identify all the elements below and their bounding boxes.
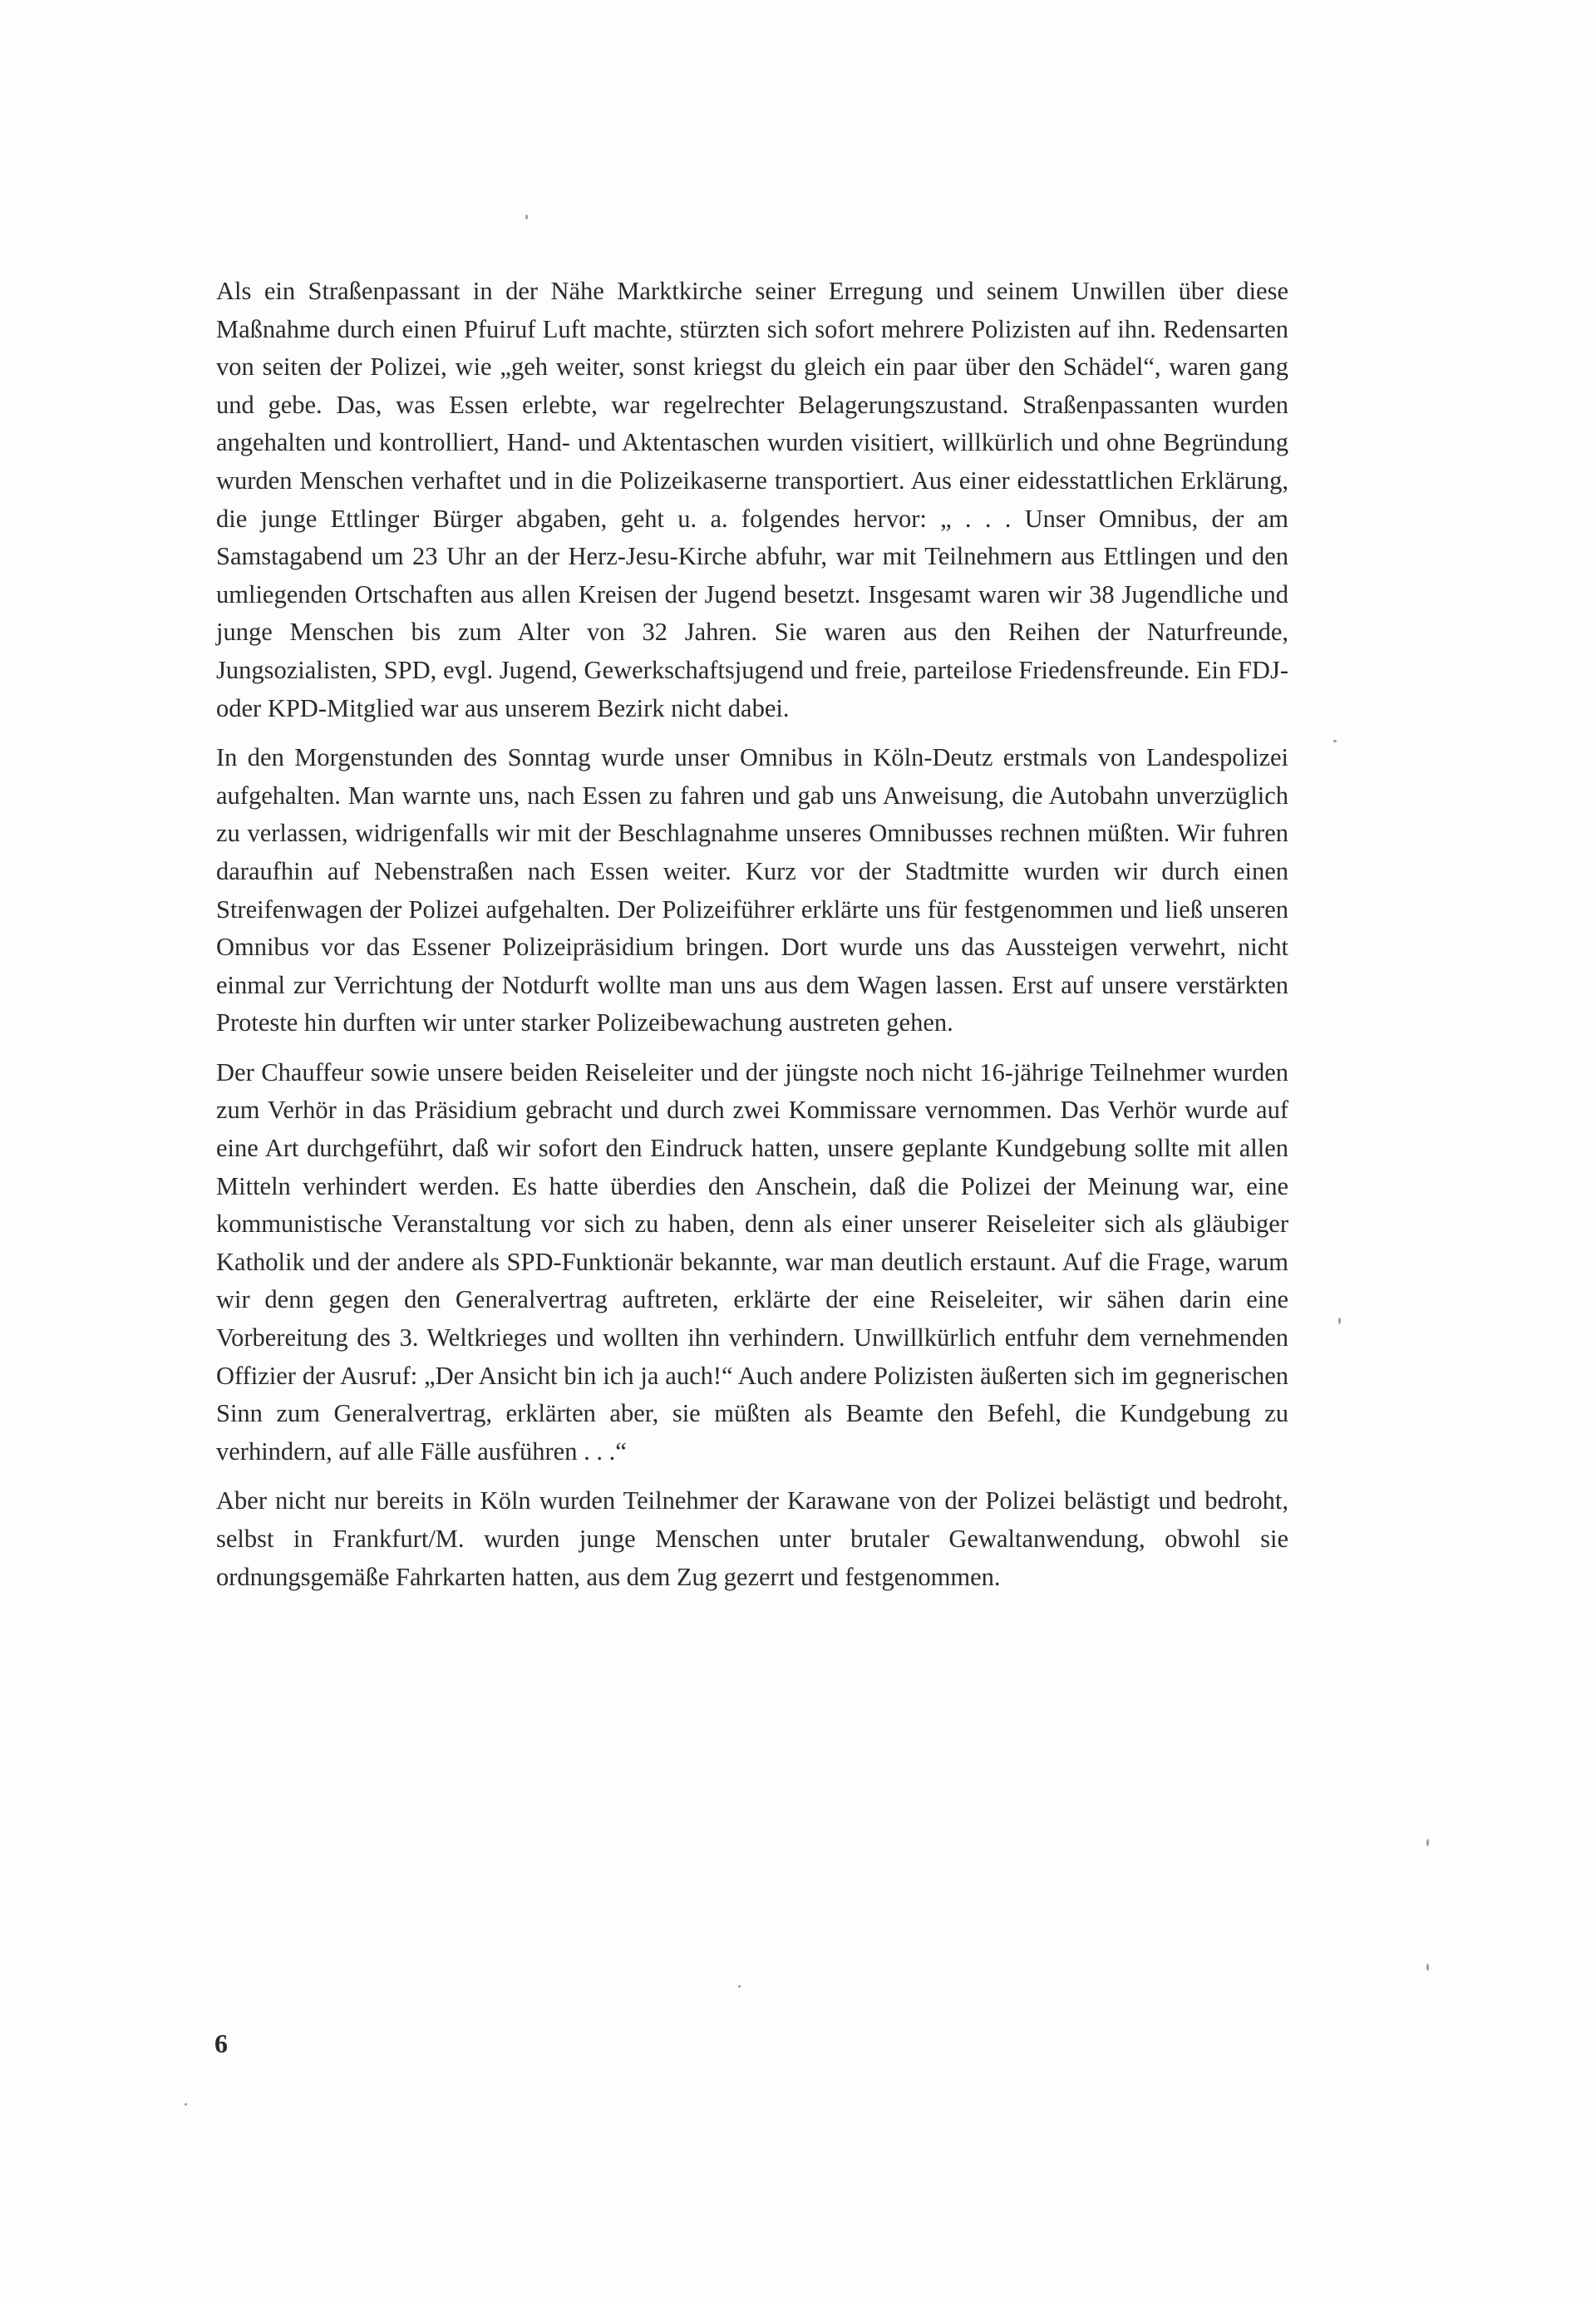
scan-speck	[1338, 1318, 1341, 1324]
scan-speck	[1426, 1963, 1429, 1971]
paragraph-3: Der Chauffeur sowie unsere beiden Reiseleiter und der jüngste noch nicht 16-jährige Teilnehmer wurden zum Verhör in das Präsidium gebracht und durch zwei Kommissare vernommen. Das Verhör wurde auf eine Art durchgeführt, daß wir sofort den Eindruck hatten, unsere geplante Kundgebung sollte mit allen Mitteln verhindert werden. Es hatte überdies den Anschein, daß die Polizei der Meinung war, eine kommunistische Veranstaltung vor sich zu haben, denn als einer unserer Reiseleiter sich als gläubiger Katholik und der andere als SPD-Funktionär bekannte, war man deutlich erstaunt. Auf die Frage, warum wir denn gegen den Generalvertrag auftreten, erklärte der eine Reiseleiter, wir sähen darin eine Vorbereitung des 3. Weltkrieges und wollten ihn verhindern. Unwillkürlich entfuhr dem vernehmenden Offizier der Ausruf: „Der Ansicht bin ich ja auch!“ Auch andere Polizisten äußerten sich im gegnerischen Sinn zum Generalvertrag, erklärten aber, sie müßten als Beamte den Befehl, die Kundgebung zu verhindern, auf alle Fälle ausführen . . .“	[216, 1057, 1288, 1466]
scan-speck	[185, 2103, 187, 2106]
body-text	[216, 273, 1288, 1608]
paragraph-1: Als ein Straßenpassant in der Nähe Marktkirche seiner Erregung und seinem Unwillen über diese Maßnahme durch einen Pfuiruf Luft machte, stürzten sich sofort mehrere Polizisten auf ihn. Redensarten von seiten der Polizei, wie „geh weiter, sonst kriegst du gleich ein paar über den Schädel“, waren gang und gebe. Das, was Essen erlebte, war regelrechter Belagerungszustand. Straßenpassanten wurden angehalten und kontrolliert, Hand- und Aktentaschen wurden visitiert, willkürlich und ohne Begründung wurden Menschen verhaftet und in die Polizeikaserne transportiert. Aus einer eidesstattlichen Erklärung, die junge Ettlinger Bürger abgaben, geht u. a. folgendes hervor: „ . . . Unser Omnibus, der am Samstagabend um 23 Uhr an der Herz-Jesu-Kirche abfuhr, war mit Teilnehmern aus Ettlingen und den umliegenden Ortschaften aus allen Kreisen der Jugend besetzt. Insgesamt waren wir 38 Jugendliche und junge Menschen bis zum Alter von 32 Jahren. Sie waren aus den Reihen der Naturfreunde, Jungsozialisten, SPD, evgl. Jugend, Gewerkschaftsjugend und freie, parteilose Friedensfreunde. Ein FDJ- oder KPD-Mitglied war aus unserem Bezirk nicht dabei.	[216, 277, 1288, 722]
page-number: 6	[214, 2028, 228, 2058]
paragraph-2: In den Morgenstunden des Sonntag wurde unser Omnibus in Köln-Deutz erstmals von Landespolizei aufgehalten. Man warnte uns, nach Essen zu fahren und gab uns Anweisung, die Autobahn unverzüglich zu verlassen, widrigenfalls wir mit der Beschlagnahme unseres Omnibusses rechnen müßten. Wir fuhren daraufhin auf Nebenstraßen nach Essen weiter. Kurz vor der Stadtmitte wurden wir durch einen Streifenwagen der Polizei aufgehalten. Der Polizeiführer erklärte uns für festgenommen und ließ unseren Omnibus vor das Essener Polizeipräsidium bringen. Dort wurde uns das Aussteigen verwehrt, nicht einmal zur Verrichtung der Notdurft wollte man uns aus dem Wagen lassen. Erst auf unsere verstärkten Proteste hin durften wir unter starker Polizeibewachung austreten gehen.	[216, 743, 1288, 1037]
paragraph-4: Aber nicht nur bereits in Köln wurden Teilnehmer der Karawane von der Polizei belästigt und bedroht, selbst in Frankfurt/M. wurden junge Menschen unter brutaler Gewaltanwendung, obwohl sie ordnungsgemäße Fahrkarten hatten, aus dem Zug gezerrt und festgenommen.	[216, 1486, 1288, 1591]
scan-speck	[738, 1985, 741, 1988]
scan-speck	[1426, 1839, 1429, 1846]
scan-speck	[1333, 740, 1337, 742]
scan-speck	[525, 214, 528, 219]
